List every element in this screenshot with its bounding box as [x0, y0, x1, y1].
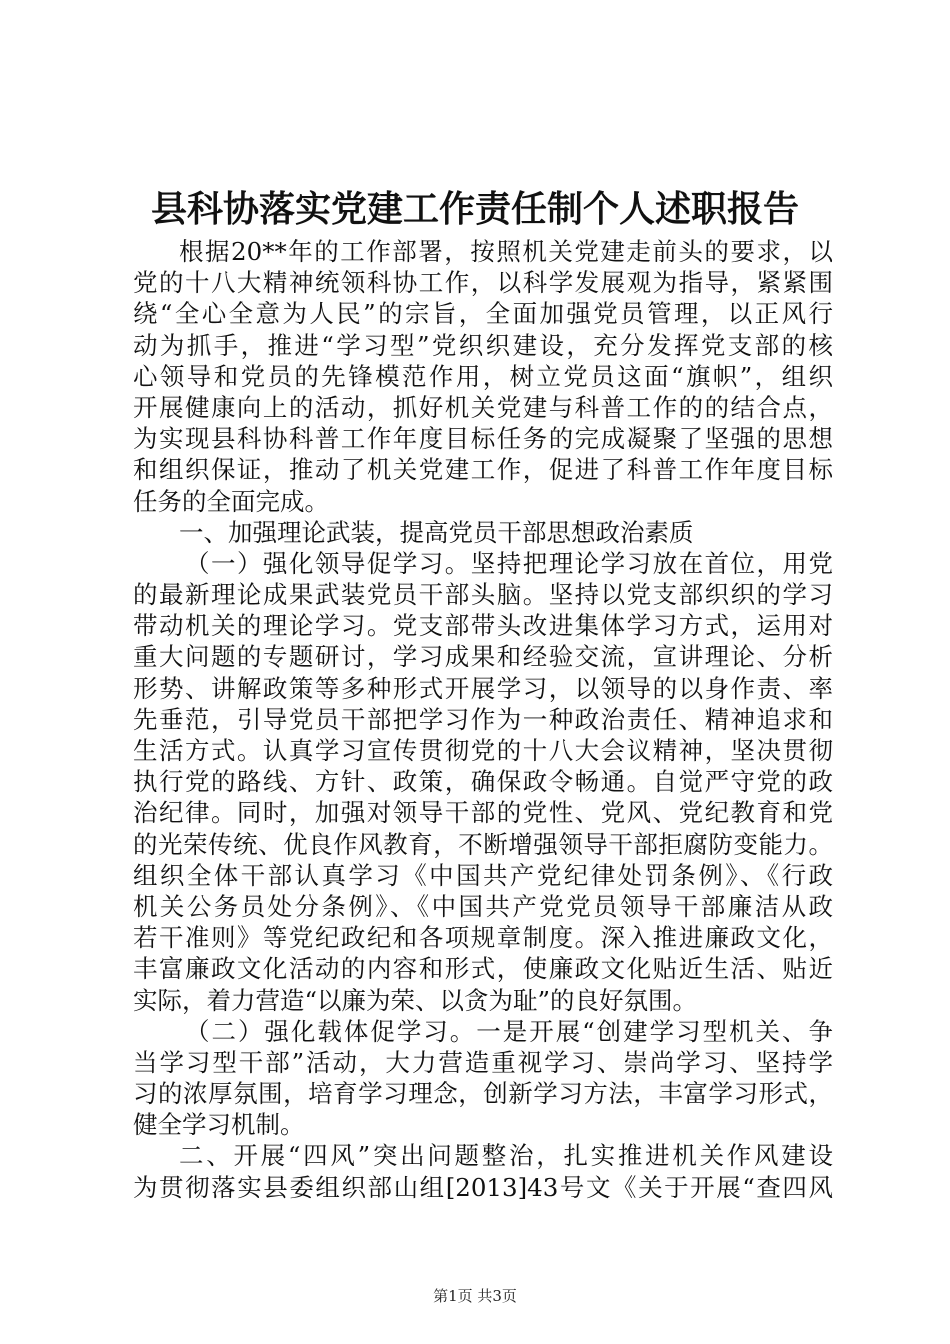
- paragraph-line: 若干准则》等党纪政纪和各项规章制度。深入推进廉政文化，: [133, 923, 833, 953]
- section-heading: 一、加强理论武装，提高党员干部思想政治素质: [179, 517, 694, 547]
- paragraph-line: 生活方式。认真学习宣传贯彻党的十八大会议精神，坚决贯彻: [133, 736, 833, 765]
- paragraph-line: 丰富廉政文化活动的内容和形式，使廉政文化贴近生活、贴近: [133, 954, 833, 984]
- paragraph-line: 任务的全面完成。: [133, 486, 329, 516]
- paragraph-line: 动为抓手，推进“学习型”党织织建设，充分发挥党支部的核: [133, 330, 833, 360]
- paragraph-line: 心领导和党员的先锋模范作用，树立党员这面“旗帜”，组织: [133, 361, 833, 391]
- paragraph-line: （二）强化载体促学习。一是开展“创建学习型机关、争: [185, 1016, 833, 1046]
- paragraph-line: 实际，着力营造“以廉为荣、以贪为耻”的良好氛围。: [133, 985, 698, 1015]
- paragraph-line: 重大问题的专题研讨，学习成果和经验交流，宣讲理论、分析: [133, 642, 833, 672]
- paragraph-line: 开展健康向上的活动，抓好机关党建与科普工作的的结合点，: [133, 392, 833, 422]
- paragraph-line: 的光荣传统、优良作风教育，不断增强领导干部拒腐防变能力。: [133, 829, 833, 859]
- paragraph-line: 绕“全心全意为人民”的宗旨，全面加强党员管理，以正风行: [133, 299, 833, 329]
- paragraph-line: 为实现县科协科普工作年度目标任务的完成凝聚了坚强的思想: [133, 424, 833, 454]
- paragraph-line: 党的十八大精神统领科协工作，以科学发展观为指导，紧紧围: [133, 268, 833, 298]
- paragraph-line: 当学习型干部”活动，大力营造重视学习、崇尚学习、坚持学: [133, 1047, 833, 1077]
- paragraph-line: 执行党的路线、方针、政策，确保政令畅通。自觉严守党的政: [133, 767, 833, 797]
- paragraph-line: 健全学习机制。: [133, 1110, 305, 1140]
- paragraph-line: 带动机关的理论学习。党支部带头改进集体学习方式，运用对: [133, 611, 833, 641]
- paragraph-line: 为贯彻落实县委组织部山组[2013]43号文《关于开展“查四风: [133, 1172, 833, 1202]
- paragraph-line: 形势、讲解政策等多种形式开展学习，以领导的以身作责、率: [133, 673, 833, 703]
- paragraph-line: 组织全体干部认真学习《中国共产党纪律处罚条例》、《行政: [133, 860, 833, 890]
- paragraph-line: 治纪律。同时，加强对领导干部的党性、党风、党纪教育和党: [133, 798, 833, 828]
- page-number: 第1页 共3页: [433, 1287, 517, 1305]
- paragraph-line: 机关公务员处分条例》、《中国共产党党员领导干部廉洁从政: [133, 891, 833, 921]
- document-body: [133, 236, 833, 1203]
- paragraph-line: 先垂范，引导党员干部把学习作为一种政治责任、精神追求和: [133, 704, 833, 734]
- paragraph-line: （一）强化领导促学习。坚持把理论学习放在首位，用党: [185, 548, 833, 578]
- paragraph-line: 习的浓厚氛围，培育学习理念，创新学习方法，丰富学习形式，: [133, 1079, 833, 1109]
- document-title: 县科协落实党建工作责任制个人述职报告: [150, 188, 799, 230]
- paragraph-line: 根据20**年的工作部署，按照机关党建走前头的要求，以: [179, 237, 833, 266]
- section-heading: 二、开展“四风”突出问题整治，扎实推进机关作风建设: [179, 1141, 833, 1171]
- paragraph-line: 的最新理论成果武装党员干部头脑。坚持以党支部织织的学习: [133, 580, 833, 610]
- paragraph-line: 和组织保证，推动了机关党建工作，促进了科普工作年度目标: [133, 455, 833, 485]
